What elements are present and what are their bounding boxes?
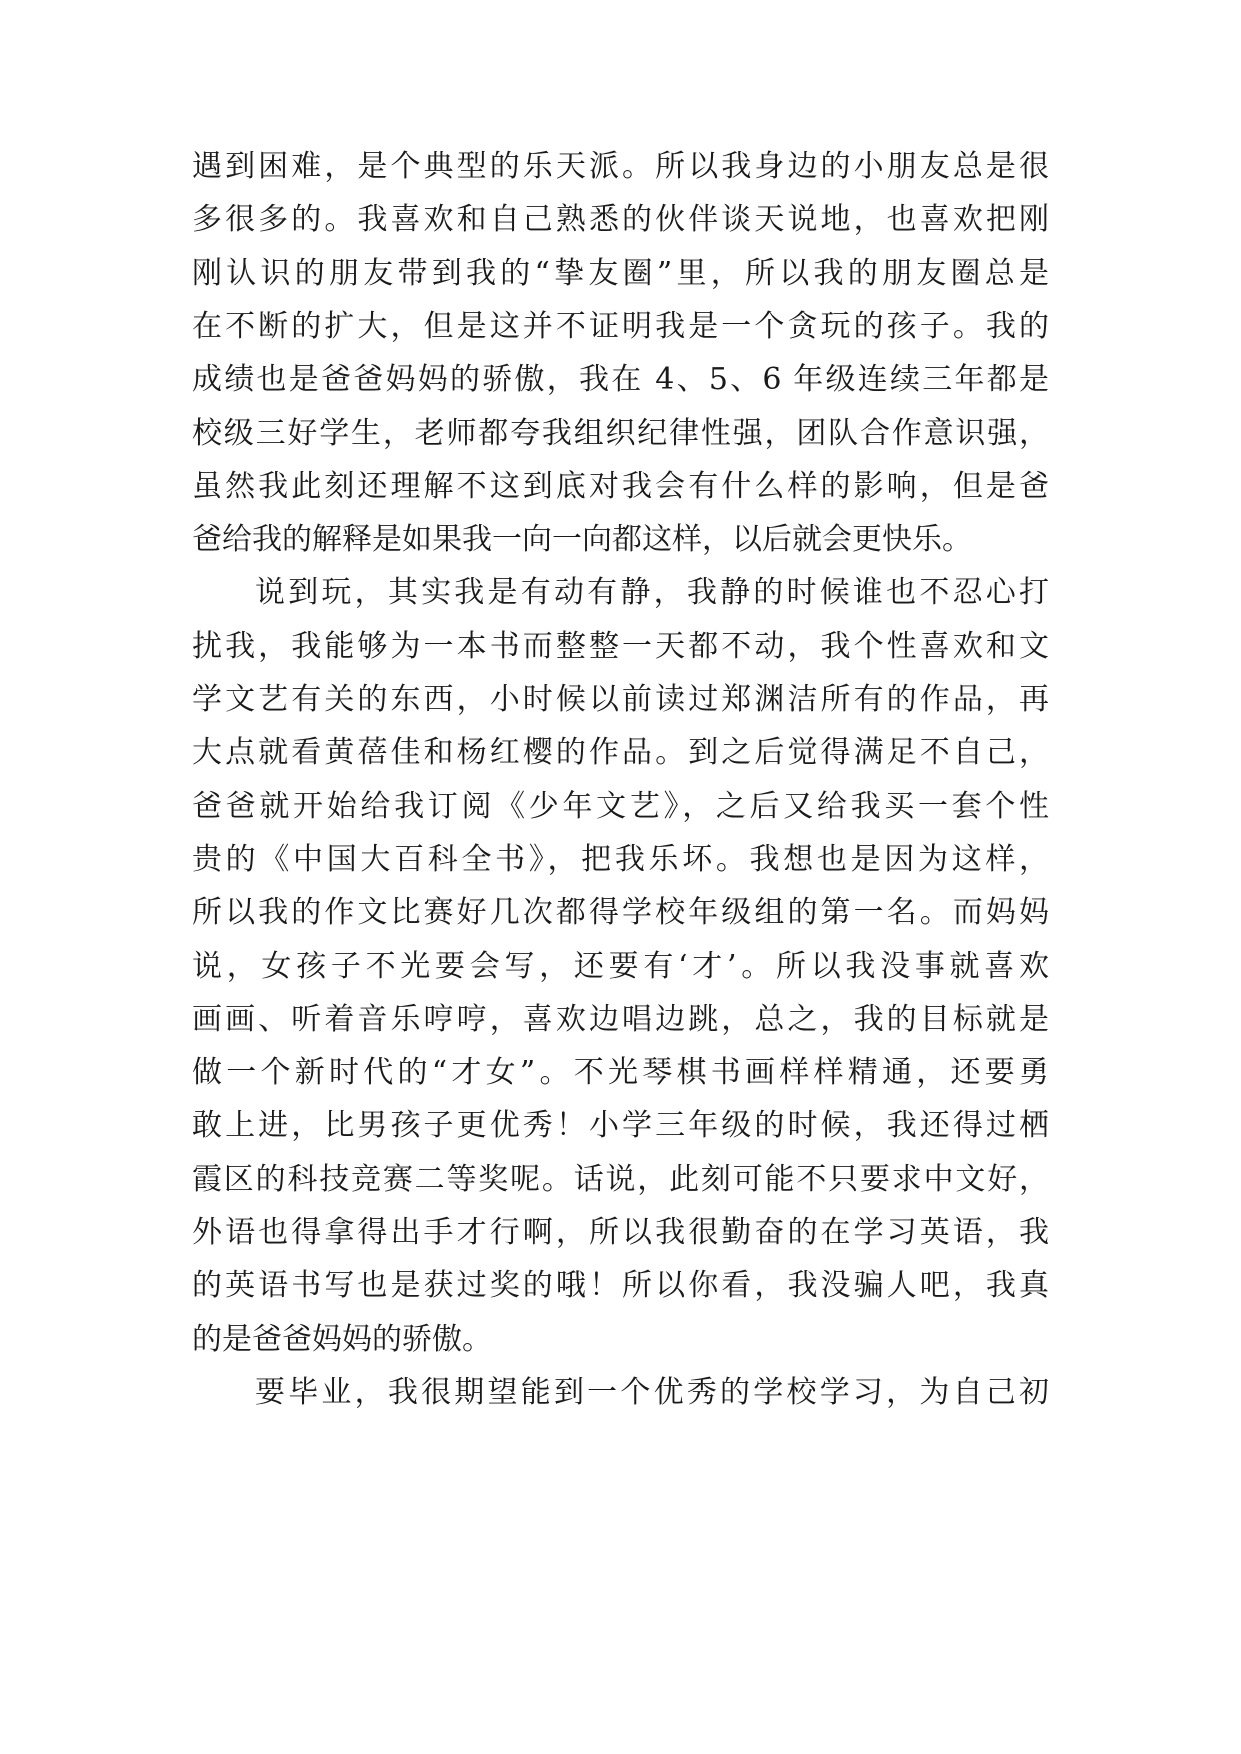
text-line: 多很多的。我喜欢和自己熟悉的伙伴谈天说地，也喜欢把刚 [192,202,1049,237]
text-line: 校级三好学生，老师都夸我组织纪律性强，团队合作意识强， [192,416,1049,451]
text-line: 大点就看黄蓓佳和杨红樱的作品。到之后觉得满足不自己， [192,735,1049,770]
text-line: 刚认识的朋友带到我的“挚友圈”里，所以我的朋友圈总是 [192,256,1049,291]
text-line: 外语也得拿得出手才行啊，所以我很勤奋的在学习英语，我 [192,1215,1049,1250]
text-line: 说，女孩子不光要会写，还要有‘才’。所以我没事就喜欢 [192,949,1049,984]
text-line: 做一个新时代的“才女”。不光琴棋书画样样精通，还要勇 [192,1055,1049,1090]
text-line: 画画、听着音乐哼哼，喜欢边唱边跳，总之，我的目标就是 [192,1002,1049,1037]
text-line: 的英语书写也是获过奖的哦！所以你看，我没骗人吧，我真 [192,1268,1049,1303]
text-line: 虽然我此刻还理解不这到底对我会有什么样的影响，但是爸 [192,469,1049,504]
text-line: 的是爸爸妈妈的骄傲。 [192,1322,492,1357]
text-line: 在不断的扩大，但是这并不证明我是一个贪玩的孩子。我的 [192,309,1049,344]
text-line: 贵的《中国大百科全书》，把我乐坏。我想也是因为这样， [192,842,1049,877]
text-line: 所以我的作文比赛好几次都得学校年级组的第一名。而妈妈 [192,895,1049,930]
text-line: 爸给我的解释是如果我一向一向都这样，以后就会更快乐。 [192,522,972,557]
text-line: 扰我，我能够为一本书而整整一天都不动，我个性喜欢和文 [192,629,1049,664]
text-line: 要毕业，我很期望能到一个优秀的学校学习，为自己初 [255,1375,1049,1410]
text-line: 学文艺有关的东西，小时候以前读过郑渊洁所有的作品，再 [192,682,1049,717]
text-line: 成绩也是爸爸妈妈的骄傲，我在 4、5、6 年级连续三年都是 [192,362,1049,397]
text-line: 霞区的科技竞赛二等奖呢。话说，此刻可能不只要求中文好， [192,1162,1049,1197]
text-line: 遇到困难，是个典型的乐天派。所以我身边的小朋友总是很 [192,149,1049,184]
text-line: 敢上进，比男孩子更优秀！小学三年级的时候，我还得过栖 [192,1108,1049,1143]
text-line: 爸爸就开始给我订阅《少年文艺》，之后又给我买一套个性 [192,789,1049,824]
text-line: 说到玩，其实我是有动有静，我静的时候谁也不忍心打 [255,575,1049,610]
